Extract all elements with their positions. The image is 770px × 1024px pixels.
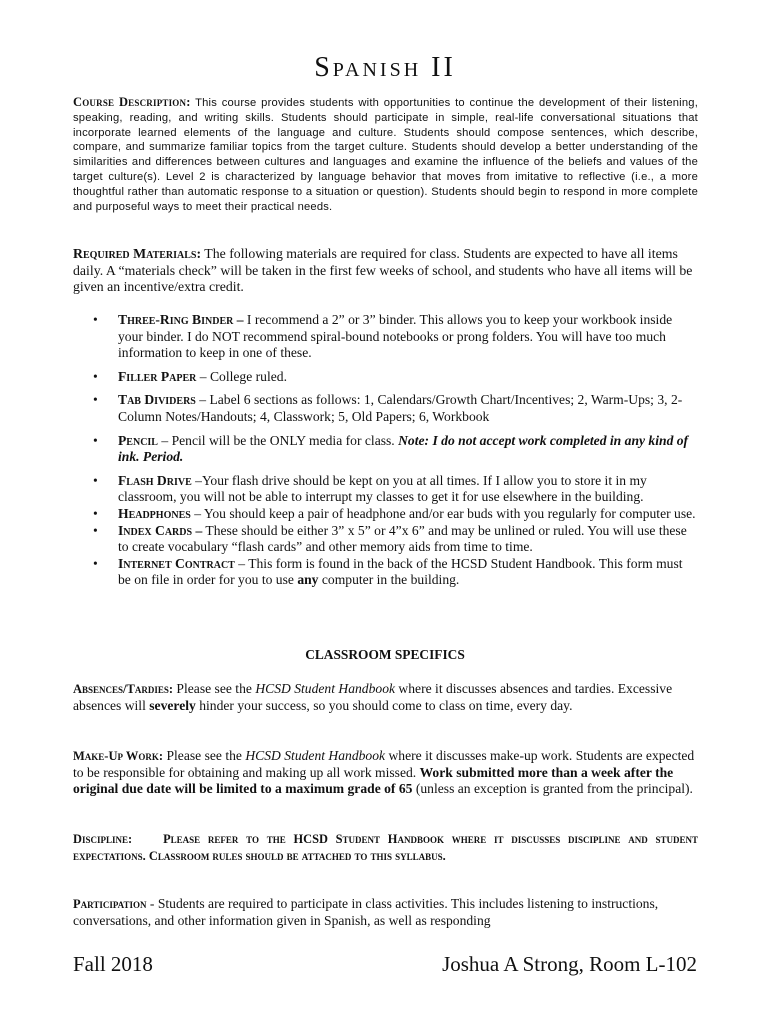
material-text: – This form is found in the back of the HCSD Student Handbook. This form must be on file in order for you to use [118, 555, 683, 588]
material-text: – College ruled. [196, 368, 287, 384]
list-item [73, 312, 698, 362]
bullet-icon: • [93, 522, 98, 538]
section-heading-classroom-specifics: CLASSROOM SPECIFICS [305, 647, 465, 662]
material-name: Pencil [118, 432, 158, 448]
material-text: – You should keep a pair of headphone and/or ear buds with you regularly for computer use. [190, 505, 696, 521]
material-tail: computer in the building. [318, 572, 460, 588]
required-materials-text: The following materials are required for class. Students are expected to have all items daily. A “materials check” will be taken in the first few weeks of school, and students who have all items will be given an incentive/extra credit. [73, 246, 693, 294]
material-name: Tab Dividers [118, 392, 196, 408]
materials-list [73, 312, 698, 589]
absences-handbook: HCSD Student Handbook [255, 681, 396, 696]
bullet-icon: • [93, 555, 98, 571]
page-title: Spanish II [314, 52, 456, 83]
makeup-text-3: (unless an exception is granted from the principal). [412, 781, 693, 797]
bullet-icon: • [93, 392, 98, 408]
makeup-text-2: where it discusses make-up work. Students are expected to be responsible for obtaining and making up all work missed. [73, 748, 695, 780]
material-text: These should be either 3” x 5” or 4”x 6” and may be unlined or ruled. You will use these to create vocabulary “flash cards” and other memory aids from time to time. [118, 522, 687, 555]
list-item [73, 369, 698, 386]
material-text: – Label 6 sections as follows: 1, Calendars/Growth Chart/Incentives; 2, Warm-Ups; 3, 2-Column Notes/Handouts; 4, Classwork; 5, Old Papers; 6, Workbook [118, 392, 683, 424]
discipline-text: Please refer to the HCSD Student Handbook where it discusses discipline and student expectations. Classroom rules should be attached to this syllabus. [73, 832, 698, 863]
participation-text: - Students are required to participate in class activities. This includes listening to instructions, conversations, and other information given in Spanish, as well as responding [73, 896, 659, 928]
bullet-icon: • [93, 312, 98, 327]
discipline-section [73, 831, 698, 864]
bullet-icon: • [93, 472, 98, 488]
list-item [73, 556, 698, 589]
footer-teacher-room: Joshua A Strong, Room L-102 [442, 952, 697, 976]
material-text: I recommend a 2” or 3” binder. This allows you to keep your workbook inside your binder. I do NOT recommend spiral-bound notebooks or prong folders. You will have too much information to keep in one of these. [118, 312, 673, 361]
bullet-icon: • [93, 505, 98, 521]
list-item [73, 433, 698, 466]
material-name: Headphones [118, 505, 191, 521]
ink-note: Note: I do not accept work completed in any kind of ink. Period. [118, 432, 689, 465]
bullet-icon: • [93, 432, 98, 448]
course-description-text: This course provides students with opportunities to continue the development of their listening, speaking, reading, and writing skills. Students should participate in simple, real-life conversational situations that incorporate learned elements of the language and culture. Students should compose sentences, which describe, compare, and summarize familiar topics from the target culture. Students should develop a better understanding of the similarities and differences between cultures and languages and examine the influence of the beliefs and values of the target culture(s). Level 2 is characterized by language behavior that moves from imitative to reflective (i.e., a more thoughtful rather than automatic response to a situation or question). Students should begin to respond in more complete and purposeful ways to meet their practical needs. [73, 97, 698, 213]
material-name: Flash Drive [118, 472, 192, 488]
material-name: Internet Contract [118, 555, 235, 571]
material-text: – Pencil will be the ONLY media for class. [157, 432, 399, 448]
makeup-handbook: HCSD Student Handbook [245, 748, 386, 763]
list-item [73, 473, 698, 506]
material-bold: any [297, 572, 319, 588]
material-name: Three-Ring Binder – [118, 312, 244, 327]
list-item [73, 392, 698, 425]
absences-text-3: hinder your success, so you should come to class on time, every day. [195, 697, 573, 713]
material-name: Filler Paper [118, 368, 197, 384]
makeup-section [73, 748, 698, 798]
absences-label: Absences/Tardies: [73, 682, 174, 696]
absences-text: Please see the [173, 681, 256, 696]
footer-term: Fall 2018 [73, 952, 153, 976]
makeup-text: Please see the [163, 748, 246, 763]
makeup-bold: Work submitted more than a week after the original due date will be limited to a maximum grade of 65 [73, 764, 674, 797]
course-description-label: Course Description: [73, 95, 191, 109]
absences-bold: severely [149, 697, 196, 713]
required-materials [73, 246, 698, 296]
makeup-label: Make-Up Work: [73, 749, 164, 763]
discipline-label: Discipline: [73, 832, 133, 846]
material-text: –Your flash drive should be kept on you at all times. If I allow you to store it in my classroom, you will not be able to interrupt my classes to get it for use elsewhere in the building. [118, 472, 647, 505]
course-description [73, 95, 698, 214]
absences-section [73, 681, 698, 714]
absences-text-2: where it discusses absences and tardies. Excessive absences will [73, 681, 673, 713]
participation-section [73, 896, 698, 929]
list-item [73, 506, 698, 523]
bullet-icon: • [93, 368, 98, 384]
participation-label: Participation [73, 897, 147, 911]
required-materials-label: Required Materials: [73, 246, 202, 261]
material-name: Index Cards – [118, 522, 203, 538]
list-item [73, 523, 698, 556]
